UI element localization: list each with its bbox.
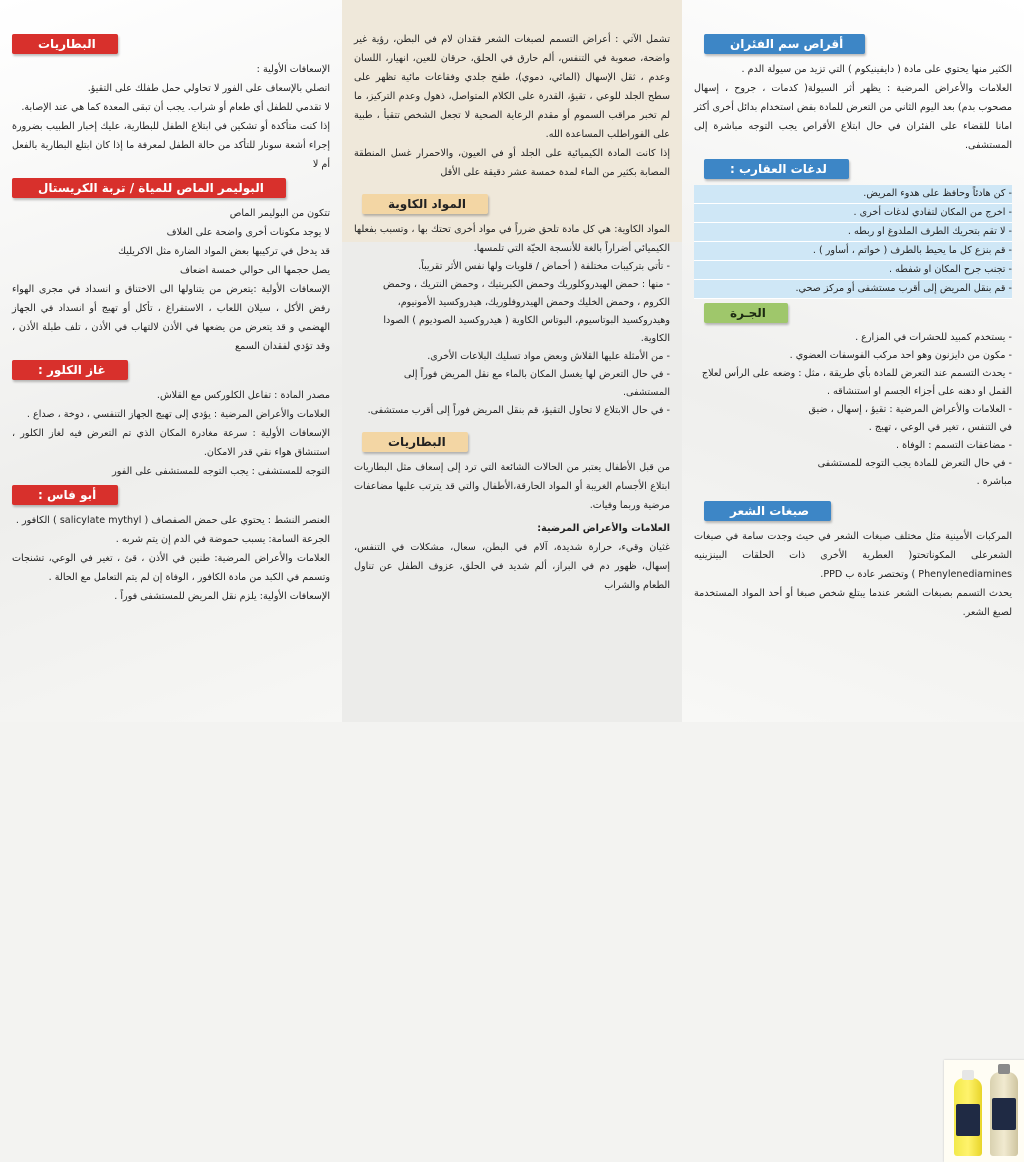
pesticide-product-image: [944, 1060, 1024, 1162]
batteries-subtitle: العلامات والأعراض المرضية:: [537, 523, 670, 534]
list-item: - تأتي بتركيبات مختلفة ( أحماض / قلويات ولها نفس الأثر تقريباً.: [354, 258, 670, 276]
list-item: - تجنب جرح المكان او شفطه .: [694, 261, 1012, 280]
polymer-line: تتكون من البوليمر الماص: [229, 208, 330, 219]
abufas-line: العلامات والأعراض المرضية: طنين في الأذن ، قئ ، تغير في الوعي، تشنجات وتسمم في الكبد من مادة الكافور ، الوفاة إن لم يتم التعامل مع الحالة .: [12, 553, 330, 583]
abufas-header: أبو فاس :: [12, 485, 118, 505]
caustic-p1: المواد الكاوية: هي كل مادة تلحق ضرراً في مواد أخرى تحتك بها ، وتسبب بفعلها الكيميائي أضراراً بالغة للأنسجة الحيّة التي تلمسها.: [354, 224, 670, 254]
list-item: - قم بنقل المريض إلى أقرب مستشفى أو مركز صحي.: [694, 280, 1012, 299]
polymer-line: قد يدخل في تركيبها بعض المواد الضارة مثل الاكريليك: [118, 246, 330, 257]
batteries-p1: من قبل الأطفال يعتبر من الحالات الشائعة التي ترد إلى إسعاف مثل البطاريات ابتلاع الأجسام الغريبة أو المواد الحارقة،الأطفال والتي قد يترتب عليها مضاعفات مرضية وربما وفيات.: [354, 462, 670, 511]
rat-poison-header: أقراص سم الفئران: [704, 34, 865, 54]
list-item: - في حال التعرض لها يغسل المكان بالماء مع نقل المريض فوراً إلى المستشفى.: [354, 366, 670, 402]
list-item: - كن هادئاً وحافظ على هدوء المريض.: [694, 185, 1012, 204]
polymer-header: البوليمر الماص للمياة / تربة الكريستال: [12, 178, 286, 198]
batteries-header-left: البطاريات: [12, 34, 118, 54]
chlorine-line: الإسعافات الأولية : سرعة مغادرة المكان الذي تم التعرض فيه لغاز الكلور ، استنشاق هواء نقي قدر الامكان.: [12, 428, 330, 458]
list-item: - قم بنزع كل ما يحيط بالطرف ( خواتم ، أساور ) .: [694, 242, 1012, 261]
list-item: - في حال الابتلاع لا تحاول التقيؤ، قم بنقل المريض فوراً إلى أقرب مستشفى.: [354, 402, 670, 420]
beige-bottle-icon: [990, 1072, 1018, 1156]
rat-poison-p2: العلامات والأعراض المرضية : يظهر أثر السيولة( كدمات ، جروح ، إسهال مصحوب بدم) بعد اليوم الثاني من التعرض للمادة بفض استخدام بدائل أخرى أكثر امانا للقضاء على الفئران في حال ابتلاع الأقراص يجب التوجه مباشرة إلى المستشفى.: [694, 83, 1012, 151]
list-item: - منها : حمض الهيدروكلوريك وحمض الكبريتيك ، وحمض النتريك ، وحمض الكروم ، وحمض الخليك وحمض الهيدروفلوريك، هيدروكسيد الأمونيوم، وهيدروكسيد البوتاسيوم، البوتاس الكاوية ( هيدروكسيد الصوديوم ) الصودا الكاوية.: [354, 276, 670, 348]
batteries-line: لا تقدمي للطفل أي طعام أو شراب. يجب أن تبقى المعدة كما هي عند الإصابة.: [21, 102, 330, 113]
list-item: - مكون من دايزنون وهو احد مركب الفوسفات العضوي .: [694, 347, 1012, 365]
scorpion-header: لدغات العقارب :: [704, 159, 849, 179]
hair-dye-header: صبغات الشعر: [704, 501, 831, 521]
list-item: - من الأمثلة عليها القلاش وبعض مواد تسليك البلاعات الأخرى.: [354, 348, 670, 366]
polymer-line: يصل حجمها الى حوالي خمسة اضعاف: [179, 265, 330, 276]
lice-list-2: [806, 401, 1012, 491]
scorpion-list: [694, 185, 1012, 299]
chlorine-line: العلامات والأعراض المرضية : يؤدي إلى تهيج الجهاز التنفسي ، دوخة ، صداع .: [26, 409, 330, 420]
list-item: - يستخدم كمبيد للحشرات في المزارع .: [694, 329, 1012, 347]
chlorine-line: مصدر المادة : تفاعل الكلوركس مع القلاش.: [156, 390, 330, 401]
chlorine-header: غاز الكلور :: [12, 360, 128, 380]
caustic-header: المواد الكاوية: [362, 194, 488, 214]
list-item: - يحدث التسمم عند التعرض للمادة بأي طريقة ، مثل : وضعه على الرأس لعلاج القمل او دهنه على أجزاء الجسم او استنشاقه .: [694, 365, 1012, 401]
hair-dye-first-aid: إذا كانت المادة الكيميائية على الجلد أو في العيون، والاحمرار غسل المنطقة المصابة بكثير من الماء لمدة خمسة عشر دقيقة على الأقل: [354, 148, 670, 178]
middle-column: [342, 0, 682, 722]
list-item: - لا تقم بتحريك الطرف الملدوغ او ربطه .: [694, 223, 1012, 242]
list-item: - مضاعفات التسمم : الوفاة .: [806, 437, 1012, 455]
hair-dye-p2: يحدث التسمم بصبغات الشعر عندما يبتلع شخص صبغا أو أحد المواد المستخدمة لصبغ الشعر.: [694, 588, 1012, 618]
caustic-list: [354, 258, 670, 420]
hair-dye-p1: المركبات الأمينية مثل مختلف صبغات الشعر في حيث وجدت سامة في صبغات الشعرعلى المكوناتحتو( العطرية الأخرى ذات الحلقات البينزينيه Phenylenediamines ) وتختصر عادة ب PPD.: [694, 531, 1012, 580]
list-item: - العلامات والأعراض المرضية : تقيؤ ، إسهال ، ضيق في التنفس ، تغير في الوعي ، تهيج .: [806, 401, 1012, 437]
rat-poison-p1: الكثير منها يحتوي على مادة ( دايفينيكوم ) التي تزيد من سيولة الدم .: [741, 64, 1012, 75]
list-item: - اخرج من المكان لتفادي لدغات أخرى .: [694, 204, 1012, 223]
batteries-header-mid: البطاريات: [362, 432, 468, 452]
batteries-p2: غثيان وقيء، حرارة شديدة، آلام في البطن، سعال، مشكلات في التنفس، إسهال، ظهور دم في البراز، ألم شديد في الحلق، عزوف الطفل عن تناول الطعام والشراب: [354, 542, 670, 591]
right-column: [682, 0, 1024, 722]
abufas-line: الجرعة السامة: يسبب حموضة في الدم إن يتم شربه .: [115, 534, 330, 545]
abufas-line: الإسعافات الأولية: يلزم نقل المريض للمستشفى فوراً .: [114, 591, 330, 602]
polymer-line: لا يوجد مكونات أخرى واضحة على الغلاف: [166, 227, 330, 238]
yellow-bottle-icon: [954, 1078, 982, 1156]
lice-poison-header: الجـرة: [704, 303, 788, 323]
batteries-line: الإسعافات الأولية :: [256, 64, 330, 75]
abufas-line: العنصر النشط : يحتوي على حمض الصفصاف ( salicylate mythyl ) الكافور .: [15, 515, 330, 526]
hair-dye-symptoms: تشمل الآتي : أعراض التسمم لصبغات الشعر فقدان لام في البطن، رؤية غير واضحة، صعوبة في التنفس، ألم حارق في الحلق، حرقان للعين، انهيار، اللسان وعدم ، ثقل الإسهال (المائي، دموي)، طفح جلدي وفقاعات مائية تظهر على سطح الجلد للوعي ، تقيؤ، القدرة على الكلام المتواصل، ذهول وعدم التركيز، ما لم تخبر مراقب السموم أو مقدم الرعاية الصحية لا تجعل الشخص تتقيأ ، طبية على الفوراطلب المساعدة الله.: [354, 34, 670, 140]
batteries-line: اتصلي بالإسعاف على الفور لا تحاولي حمل طفلك على التقيؤ.: [87, 83, 330, 94]
list-item: - في حال التعرض للمادة يجب التوجه للمستشفى مباشرة .: [806, 455, 1012, 491]
lice-list: [694, 329, 1012, 401]
polymer-line: الإسعافات الأولية :يتعرض من يتناولها الى الاختناق و انسداد في مجرى الهواء رفض الأكل ، سيلان اللعاب ، الاستفراغ ، تأكل أو تهيج أو انسداد في الجهاز الهضمي و قد يتعرض من يضعها في الأذن لالتهاب في الأذن ، تلف طبلة الأذن ، وقد تؤدي لفقدان السمع: [12, 284, 330, 352]
batteries-line: إذا كنت متأكدة أو تشكين في ابتلاع الطفل للبطارية، عليك إخبار الطبيب بضرورة إجراء أشعة سونار للتأكد من حالة الطفل لمعرفة ما إذا كان ابتلع البطارية بالفعل أم لا: [12, 121, 330, 170]
chlorine-line: التوجه للمستشفى : يجب التوجه للمستشفى على الفور: [112, 466, 330, 477]
left-column: [0, 0, 342, 722]
